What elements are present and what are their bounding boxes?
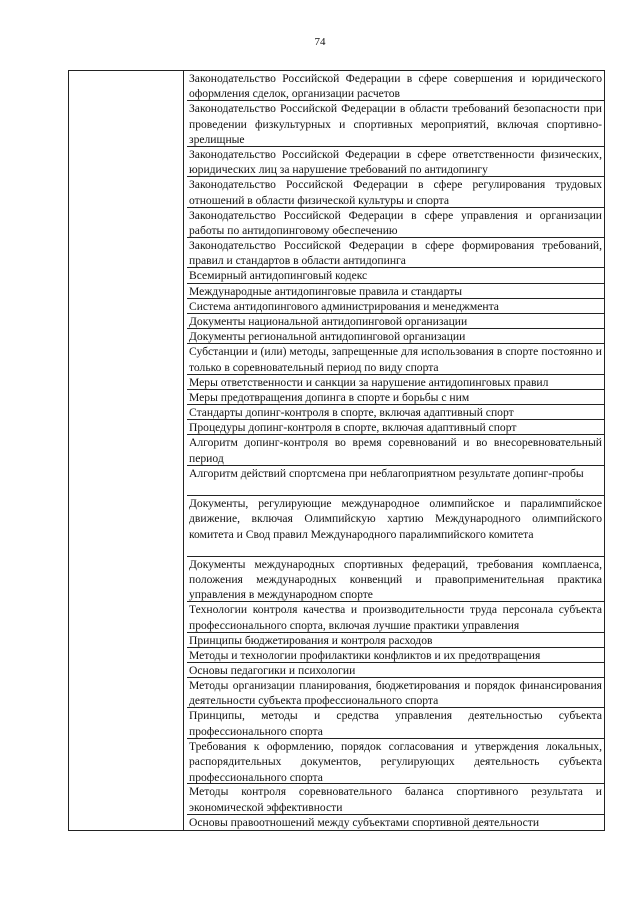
table-row bbox=[187, 268, 604, 283]
table-row-text: Меры предотвращения допинга в спорте и борьбы с ним bbox=[189, 390, 470, 404]
table-row-text: Документы региональной антидопинговой организации bbox=[189, 330, 466, 344]
table-row bbox=[187, 466, 604, 496]
table-row bbox=[187, 344, 604, 374]
table-row-text: Методы организации планирования, бюджетирования и порядок финансирования деятельности субъекта профессионального спорта bbox=[189, 679, 602, 708]
table-row bbox=[187, 708, 604, 738]
table-row bbox=[187, 557, 604, 603]
table-row-text: Документы, регулирующие международное олимпийское и паралимпийское движение, включая Олимпийскую хартию Международного олимпийского комитета и Свод правил Международного паралимпийского комитета bbox=[189, 496, 602, 541]
table-row-text: Субстанции и (или) методы, запрещенные для использования в спорте постоянно и только в соревновательный период по виду спорта bbox=[189, 345, 602, 374]
table-row-text: Методы и технологии профилактики конфликтов и их предотвращения bbox=[189, 648, 541, 662]
table-row bbox=[187, 435, 604, 465]
table-row-text: Документы национальной антидопинговой организации bbox=[189, 314, 468, 328]
table-row-text: Алгоритм действий спортсмена при неблагоприятном результате допинг-пробы bbox=[189, 466, 584, 480]
table-row-text: Стандарты допинг-контроля в спорте, включая адаптивный спорт bbox=[189, 405, 514, 419]
table-row-text: Методы контроля соревновательного баланса спортивного результата и экономической эффективности bbox=[189, 785, 602, 814]
table-row bbox=[187, 815, 604, 830]
table-row-text: Документы международных спортивных федераций, требования комплаенса, положения международных конвенций и правоприменительная практика управления в международном спорте bbox=[189, 557, 602, 602]
table-row-text: Законодательство Российской Федерации в сфере ответственности физических, юридических лиц за нарушение требований по антидопингу bbox=[189, 147, 602, 177]
empty-label-column bbox=[69, 71, 184, 830]
table-row bbox=[187, 405, 604, 420]
table-row-text: Основы правоотношений между субъектами спортивной деятельности bbox=[189, 815, 540, 829]
table-row-text: Принципы, методы и средства управления деятельностью субъекта профессионального спорта bbox=[189, 709, 602, 738]
table-row bbox=[187, 329, 604, 344]
table-row bbox=[187, 177, 604, 207]
table-row-text: Требования к оформлению, порядок согласования и утверждения локальных, распорядительных документов, регулирующих деятельность субъекта профессионального спорта bbox=[189, 739, 602, 784]
table-row bbox=[187, 147, 604, 177]
knowledge-table bbox=[68, 70, 605, 831]
table-row-text: Всемирный антидопинговый кодекс bbox=[189, 269, 368, 283]
table-row bbox=[187, 420, 604, 435]
table-row bbox=[187, 784, 604, 814]
table-row bbox=[187, 633, 604, 648]
table-row-text: Международные антидопинговые правила и стандарты bbox=[189, 284, 463, 298]
table-row bbox=[187, 299, 604, 314]
table-row bbox=[187, 663, 604, 678]
table-row bbox=[187, 238, 604, 268]
table-row-text: Законодательство Российской Федерации в сфере регулирования трудовых отношений в области физической культуры и спорта bbox=[189, 178, 602, 207]
table-row-text: Процедуры допинг-контроля в спорте, включая адаптивный спорт bbox=[189, 421, 517, 435]
table-row bbox=[187, 375, 604, 390]
table-row-text: Принципы бюджетирования и контроля расходов bbox=[189, 633, 433, 647]
table-row-text: Законодательство Российской Федерации в сфере совершения и юридического оформления сделок, организации расчетов bbox=[189, 72, 602, 101]
table-row-text: Законодательство Российской Федерации в сфере формирования требований, правил и стандартов в области антидопинга bbox=[189, 238, 602, 268]
table-row bbox=[187, 208, 604, 238]
table-row bbox=[187, 284, 604, 299]
page-number: 74 bbox=[314, 36, 326, 48]
table-row-text: Законодательство Российской Федерации в сфере управления и организации работы по антидопинговому обеспечению bbox=[189, 208, 602, 238]
table-row bbox=[187, 101, 604, 147]
table-row bbox=[187, 648, 604, 663]
table-row-text: Меры ответственности и санкции за нарушение антидопинговых правил bbox=[189, 375, 549, 389]
table-row bbox=[187, 390, 604, 405]
table-row-text: Система антидопингового администрирования и менеджмента bbox=[189, 299, 499, 313]
knowledge-list bbox=[187, 71, 604, 830]
table-row-text: Законодательство Российской Федерации в области требований безопасности при проведении физкультурных и спортивных мероприятий, включая спортивно-зрелищные bbox=[189, 102, 602, 147]
table-row bbox=[187, 314, 604, 329]
table-row bbox=[187, 496, 604, 557]
table-row bbox=[187, 678, 604, 708]
table-row bbox=[187, 71, 604, 101]
table-row-text: Основы педагогики и психологии bbox=[189, 663, 356, 677]
table-row bbox=[187, 739, 604, 785]
table-row bbox=[187, 602, 604, 632]
table-row-text: Алгоритм допинг-контроля во время соревнований и во внесоревновательный период bbox=[189, 436, 602, 465]
table-row-text: Технологии контроля качества и производительности труда персонала субъекта профессионального спорта, включая лучшие практики управления bbox=[189, 603, 602, 632]
